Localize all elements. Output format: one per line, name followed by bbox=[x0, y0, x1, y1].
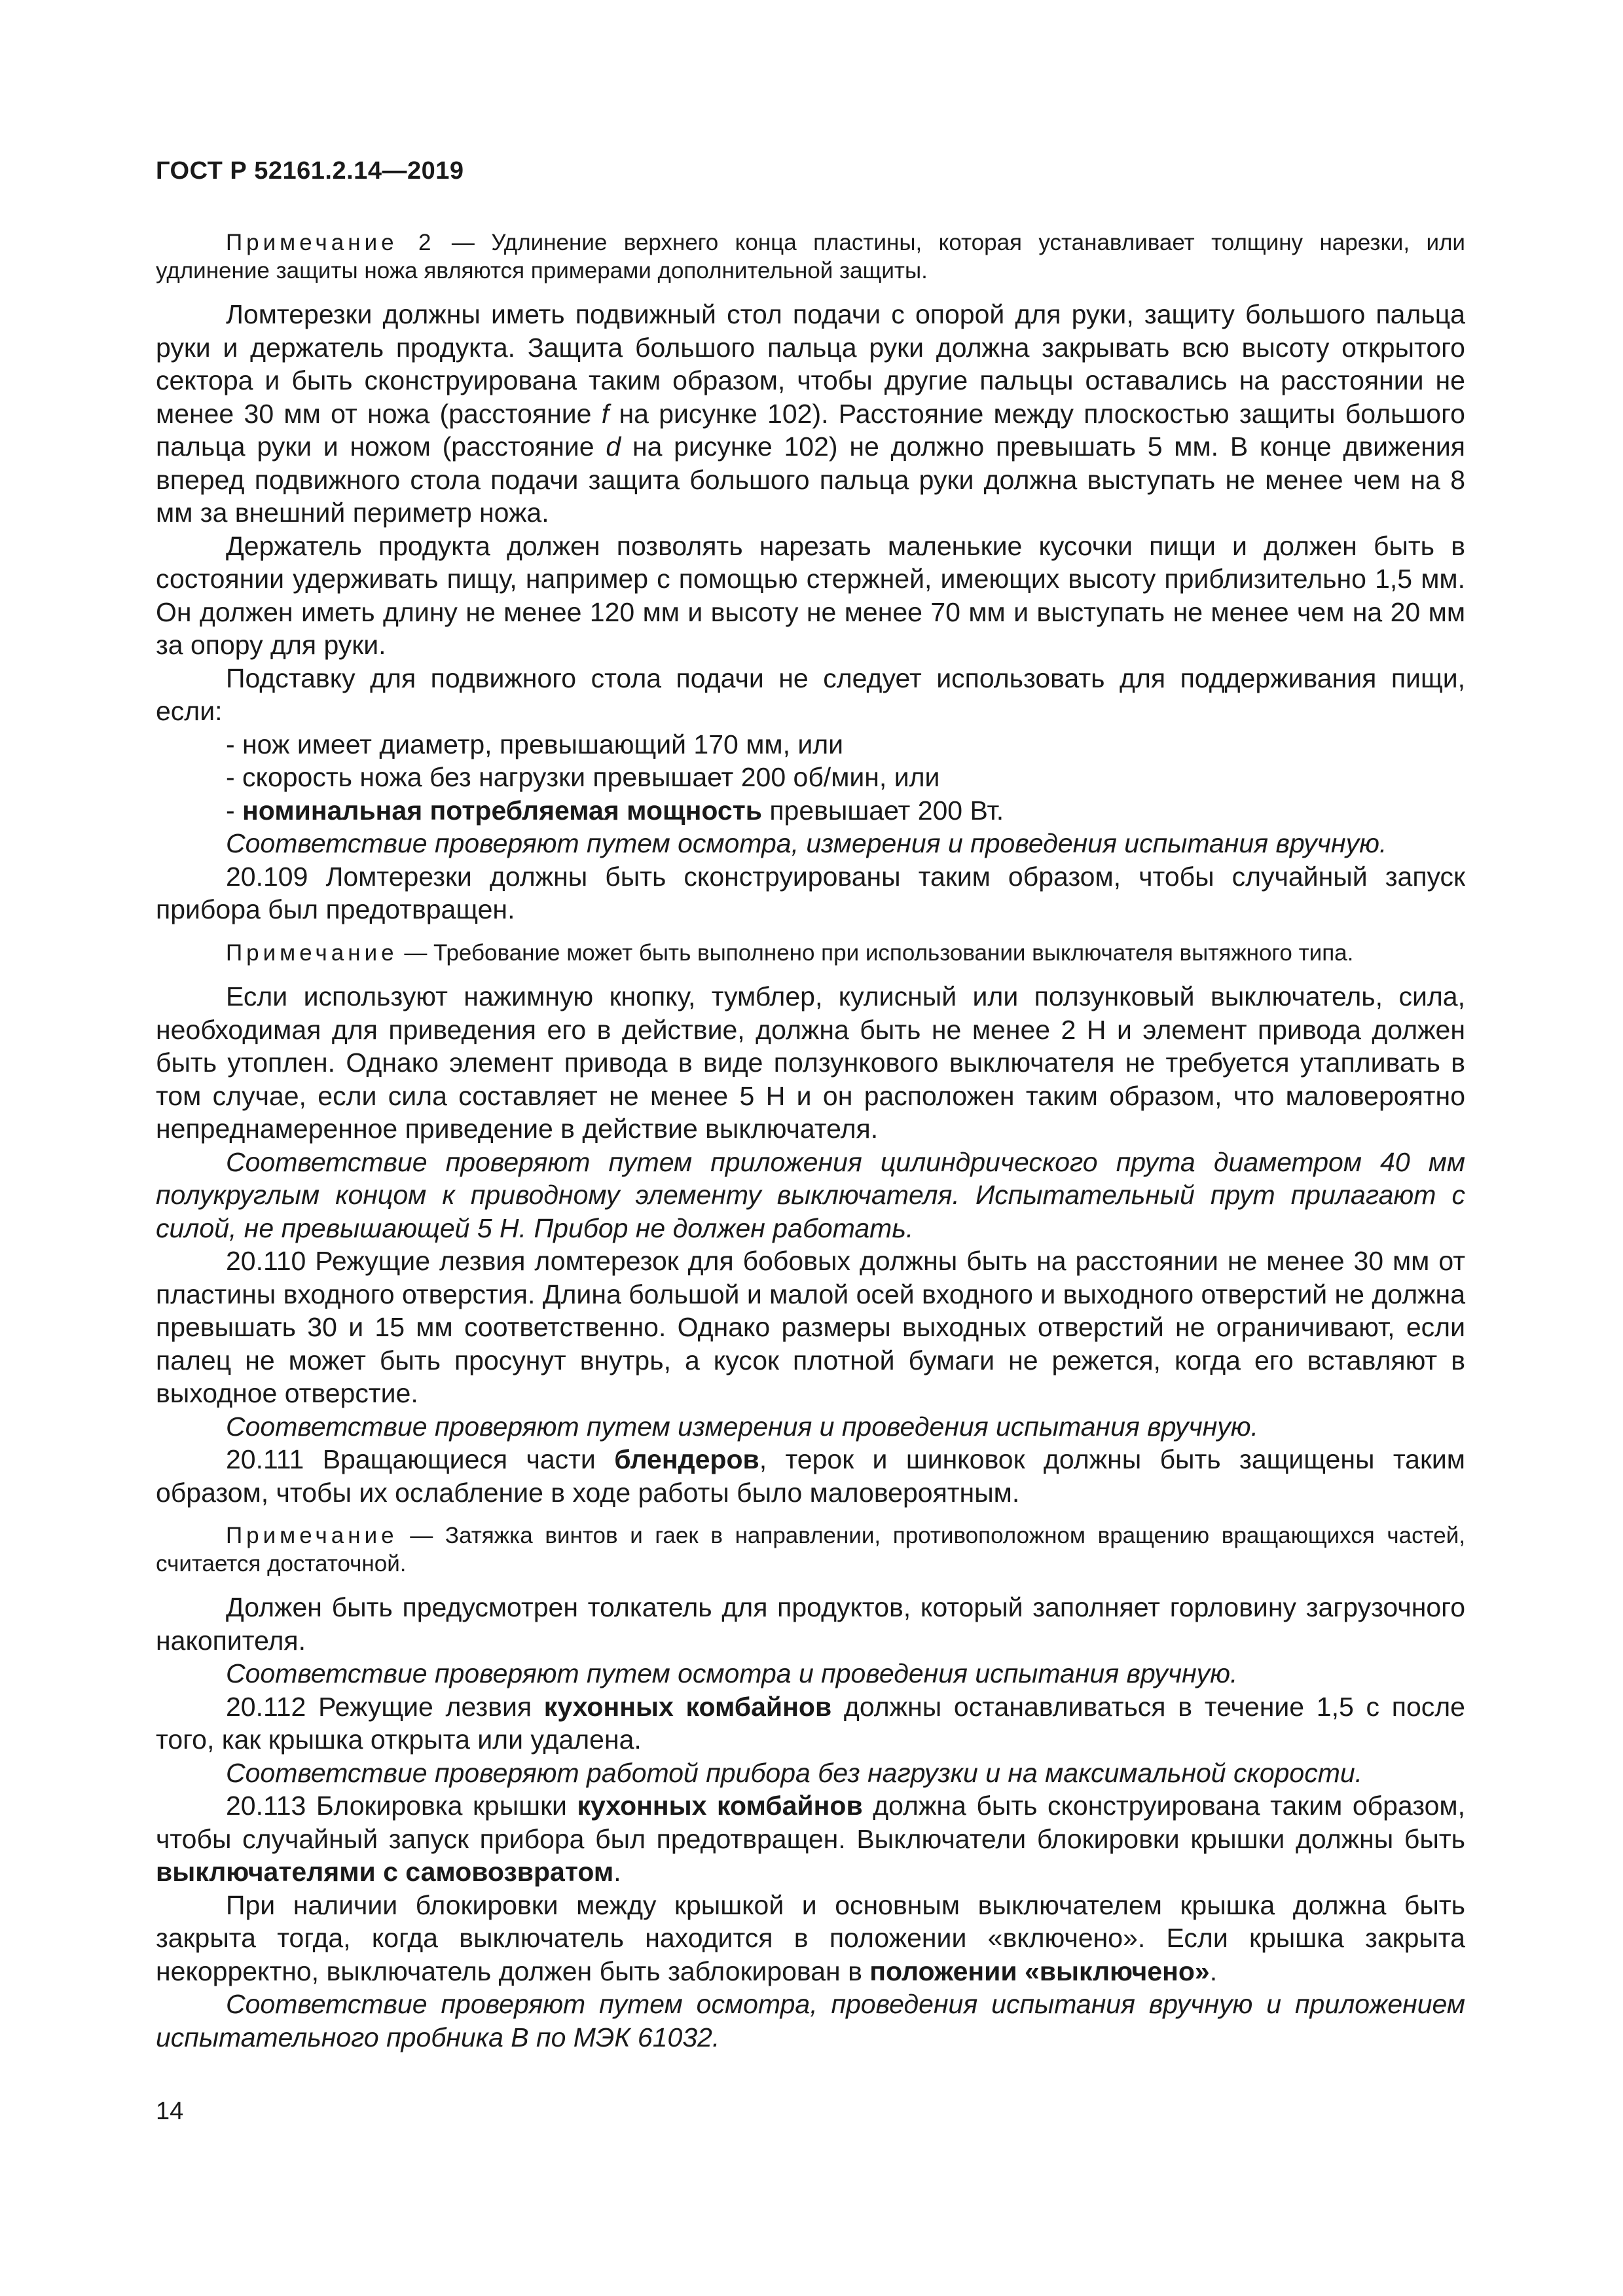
clause-text: 20.113 Блокировка крышки bbox=[226, 1791, 577, 1821]
note-2 bbox=[156, 229, 1465, 285]
clause-20-113 bbox=[156, 1789, 1465, 1889]
note bbox=[156, 1522, 1465, 1578]
clause-text: должны останавливаться в течение 1,5 с после того, как крышка открыта или удалена. bbox=[156, 1691, 1465, 1755]
clause-text: , терок и шинковок должны быть защищены таким образом, чтобы их ослабление в ходе работы было маловероятным. bbox=[156, 1444, 1465, 1508]
clause-20-110: 20.110 Режущие лезвия ломтерезок для бобовых должны быть на расстоянии не менее 30 мм от пластины входного отверстия. Длина большой и малой осей входного и выходного отверстий не должна превышать 30 и 15 мм соответственно. Однако размеры выходных отверстий не ограничивают, если палец не может быть просунут внутрь, а кусок плотной бумаги не режется, когда его вставляют в выходное отверстие. bbox=[156, 1246, 1465, 1408]
paragraph-holder: Держатель продукта должен позволять нарезать маленькие кусочки пищи и должен быть в состоянии удерживать пищу, например с помощью стержней, имеющих высоту приблизительно 1,5 мм. Он должен иметь длину не менее 120 мм и высоту не менее 70 мм и выступать не менее чем на 20 мм за опору для руки. bbox=[156, 530, 1465, 660]
compliance-check: Соответствие проверяют путем осмотра, измерения и проведения испытания вручную. bbox=[226, 828, 1387, 858]
note-label: Примечание 2 bbox=[226, 230, 435, 255]
clause-text: 20.111 Вращающиеся части bbox=[226, 1444, 615, 1474]
paragraph-pusher: Должен быть предусмотрен толкатель для продуктов, который заполняет горловину загрузочного накопителя. bbox=[156, 1592, 1465, 1656]
note-text: — Требование может быть выполнено при использовании выключателя вытяжного типа. bbox=[397, 939, 1354, 966]
paragraph-text: на рисунке 102) не должно превышать 5 мм. В конце движения вперед подвижного стола подачи защита большого пальца руки должна выступать не менее чем на 8 мм за внешний периметр ножа. bbox=[156, 431, 1465, 528]
variable-f: f bbox=[601, 398, 610, 429]
list-dash: - bbox=[226, 795, 243, 826]
paragraph-stand: Подставку для подвижного стола подачи не следует использовать для поддерживания пищи, если: bbox=[156, 663, 1465, 726]
term-rated-power: номинальная потребляемая мощность bbox=[242, 795, 762, 826]
list-item: - нож имеет диаметр, превышающий 170 мм, или bbox=[226, 729, 844, 759]
paragraph-text: Ломтерезки должны иметь подвижный стол подачи с опорой для руки, защиту большого пальца руки и держатель продукта. Защита большого пальца руки должна закрывать всю высоту открытого сектора и быть сконструирована таким образом, чтобы другие пальцы оставались на расстоянии не менее 30 мм от ножа (расстояние bbox=[156, 299, 1465, 429]
term-food-processors: кухонных комбайнов bbox=[543, 1691, 832, 1722]
clause-text: 20.112 Режущие лезвия bbox=[226, 1691, 544, 1722]
paragraph-text: . bbox=[1209, 1956, 1218, 1986]
term-off-position: положении «выключено» bbox=[869, 1956, 1210, 1986]
clause-20-112 bbox=[156, 1690, 1465, 1757]
term-food-processors: кухонных комбайнов bbox=[577, 1791, 863, 1821]
clause-text: . bbox=[613, 1857, 621, 1887]
compliance-check: Соответствие проверяют работой прибора без нагрузки и на максимальной скорости. bbox=[226, 1757, 1363, 1788]
list-item bbox=[156, 794, 1465, 828]
paragraph-switch: Если используют нажимную кнопку, тумблер, кулисный или ползунковый выключатель, сила, необходимая для приведения его в действие, должна быть не менее 2 Н и элемент привода должен быть утоплен. Однако элемент привода в виде ползункового выключателя не требуется утапливать в том случае, если сила составляет не менее 5 Н и он расположен таким образом, что маловероятно непреднамеренное приведение в действие выключателя. bbox=[156, 981, 1465, 1144]
document-header: ГОСТ Р 52161.2.14—2019 bbox=[156, 157, 464, 185]
note-text: — Затяжка винтов и гаек в направлении, противоположном вращению вращающихся частей, считается достаточной. bbox=[156, 1523, 1465, 1576]
clause-20-111 bbox=[156, 1443, 1465, 1509]
note-label: Примечание bbox=[226, 939, 398, 966]
page-number: 14 bbox=[156, 2098, 184, 2125]
compliance-check: Соответствие проверяют путем измерения и проведения испытания вручную. bbox=[226, 1411, 1259, 1442]
note-label: Примечание bbox=[226, 1523, 398, 1548]
note-text: — Удлинение верхнего конца пластины, которая устанавливает толщину нарезки, или удлинение защиты ножа являются примерами дополнительной защиты. bbox=[156, 230, 1465, 283]
list-item: - скорость ножа без нагрузки превышает 200 об/мин, или bbox=[226, 762, 940, 792]
clause-20-109: 20.109 Ломтерезки должны быть сконструированы таким образом, чтобы случайный запуск прибора был предотвращен. bbox=[156, 861, 1465, 924]
compliance-check: Соответствие проверяют путем осмотра и проведения испытания вручную. bbox=[226, 1658, 1238, 1688]
variable-d: d bbox=[606, 431, 621, 462]
note bbox=[156, 939, 1465, 968]
clause-text: должна быть сконструирована таким образом, чтобы случайный запуск прибора был предотвращен. Выключатели блокировки крышки должны быть bbox=[156, 1791, 1465, 1854]
list-item-rest: превышает 200 Вт. bbox=[761, 795, 1004, 826]
term-blenders: блендеров bbox=[614, 1444, 759, 1474]
page-body bbox=[156, 229, 1465, 2054]
compliance-check: Соответствие проверяют путем приложения цилиндрического прута диаметром 40 мм полукруглым концом к приводному элементу выключателя. Испытательный прут прилагают с силой, не превышающей 5 Н. Прибор не должен работать. bbox=[156, 1146, 1465, 1243]
paragraph-text: на рисунке 102). Расстояние между плоскостью защиты большого пальца руки и ножом (расстояние bbox=[156, 398, 1465, 462]
compliance-check: Соответствие проверяют путем осмотра, проведения испытания вручную и приложением испытательного пробника В по МЭК 61032. bbox=[156, 1989, 1465, 2052]
paragraph-thumb-guard bbox=[156, 298, 1465, 530]
term-self-resetting-switches: выключателями с самовозвратом bbox=[156, 1857, 614, 1887]
paragraph-interlock bbox=[156, 1889, 1465, 1988]
paragraph-text: При наличии блокировки между крышкой и основным выключателем крышка должна быть закрыта тогда, когда выключатель находится в положении «включено». Если крышка закрыта некорректно, выключатель должен быть заблокирован в bbox=[156, 1889, 1465, 1986]
